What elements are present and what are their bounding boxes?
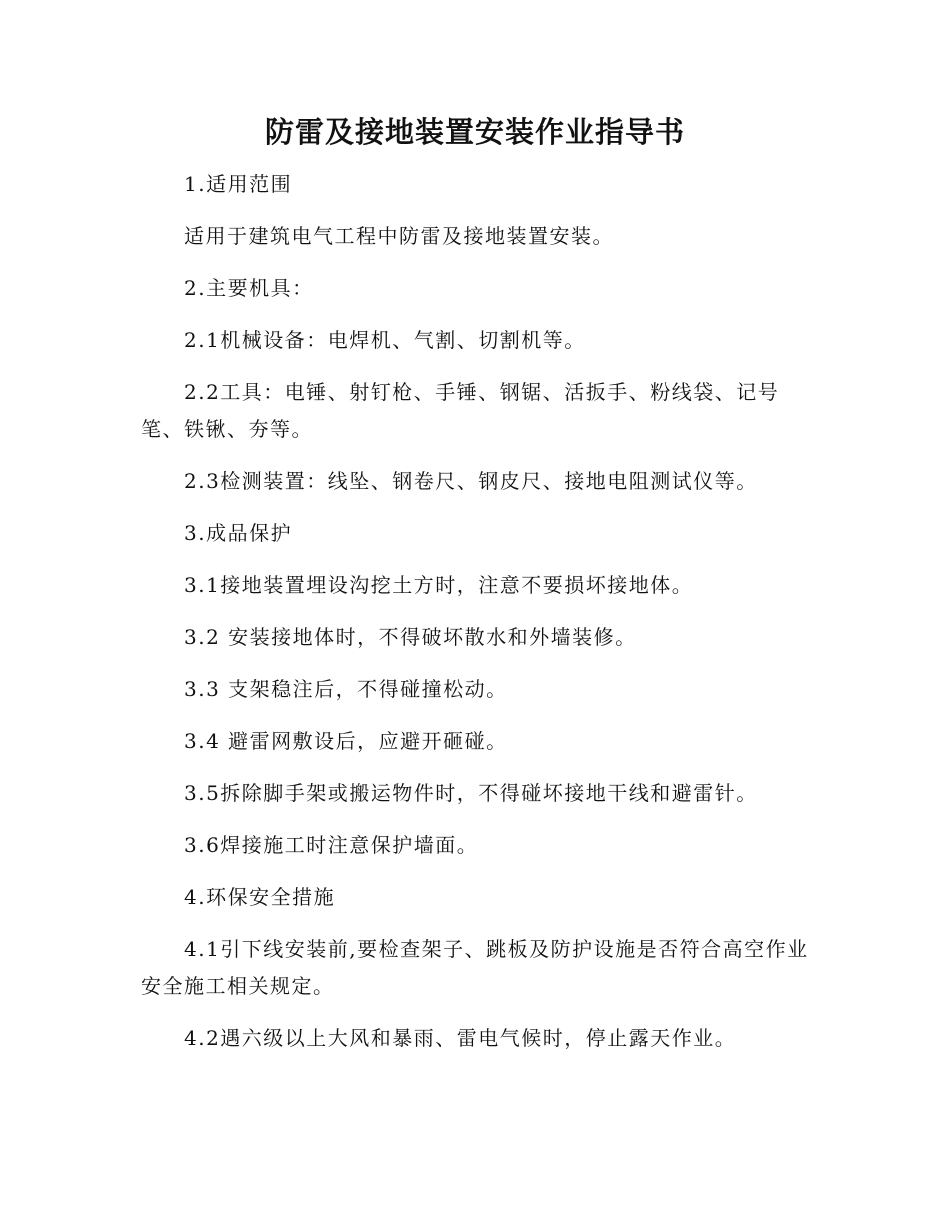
paragraph-safety-4-1: 4.1引下线安装前,要检查架子、跳板及防护设施是否符合高空作业安全施工相关规定。 [141, 937, 809, 998]
paragraph-machinery: 2.1机械设备：电焊机、气割、切割机等。 [184, 328, 586, 352]
section-heading-protection: 3.成品保护 [184, 521, 293, 545]
section-heading-tools: 2.主要机具： [184, 276, 314, 300]
paragraph-protection-3-2: 3.2 安装接地体时，不得破坏散水和外墙装修。 [184, 625, 637, 649]
paragraph-safety-4-2: 4.2遇六级以上大风和暴雨、雷电气候时，停止露天作业。 [184, 1026, 737, 1050]
paragraph-scope-text: 适用于建筑电气工程中防雷及接地装置安装。 [184, 224, 614, 248]
section-heading-scope: 1.适用范围 [184, 172, 293, 196]
paragraph-protection-3-1: 3.1接地装置埋设沟挖土方时，注意不要损坏接地体。 [184, 573, 694, 597]
paragraph-protection-3-6: 3.6焊接施工时注意保护墙面。 [184, 833, 479, 857]
paragraph-protection-3-5: 3.5拆除脚手架或搬运物件时，不得碰坏接地干线和避雷针。 [184, 781, 758, 805]
paragraph-protection-3-3: 3.3 支架稳注后，不得碰撞松动。 [184, 677, 508, 701]
paragraph-protection-3-4: 3.4 避雷网敷设后，应避开砸碰。 [184, 729, 508, 753]
paragraph-testing-devices: 2.3检测装置：线坠、钢卷尺、钢皮尺、接地电阻测试仪等。 [184, 469, 758, 493]
document-body [141, 166, 811, 1072]
document-title: 防雷及接地装置安装作业指导书 [264, 115, 685, 149]
paragraph-hand-tools: 2.2工具：电锤、射钉枪、手锤、钢锯、活扳手、粉线袋、记号笔、铁锹、夯等。 [141, 380, 780, 441]
section-heading-safety: 4.环保安全措施 [184, 885, 336, 909]
